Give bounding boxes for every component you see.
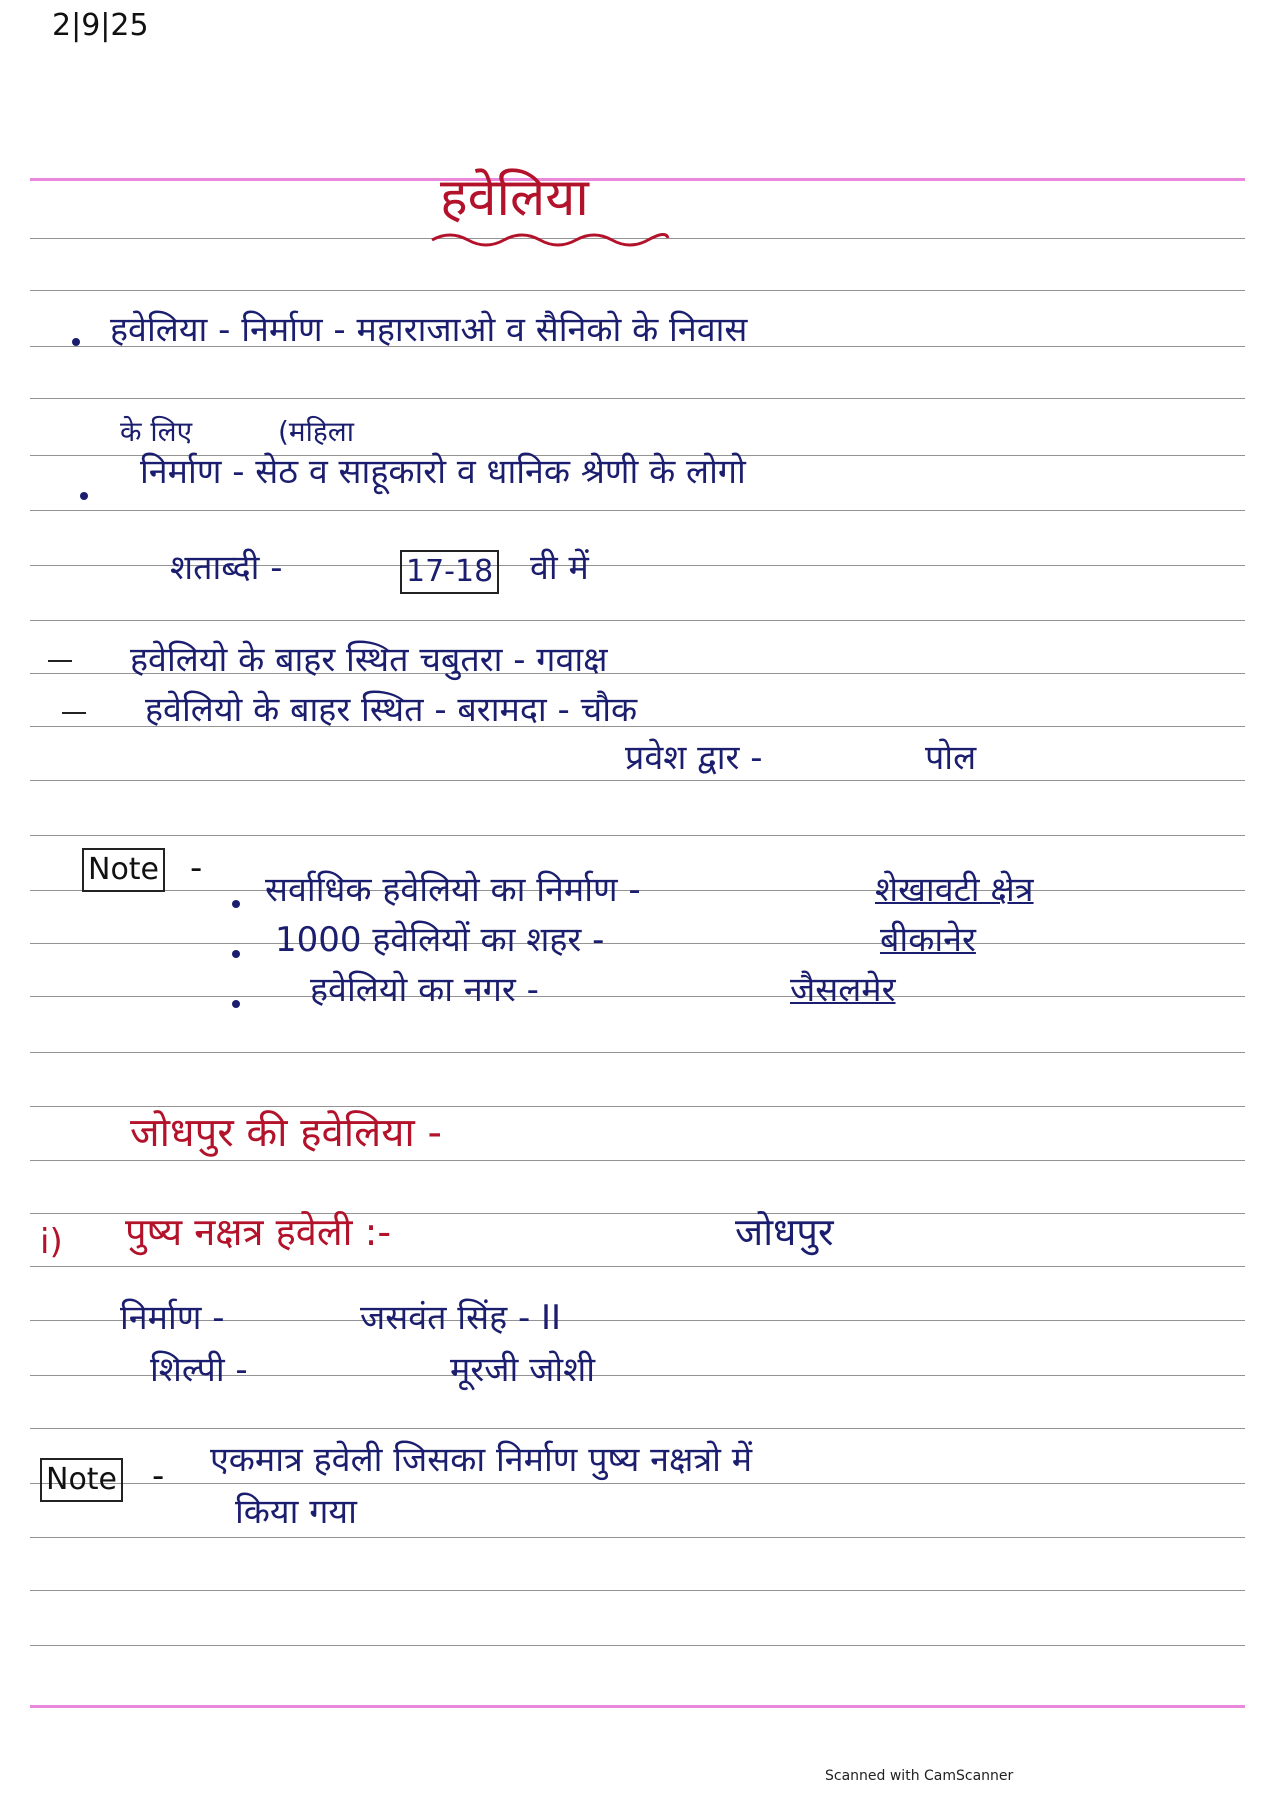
builder-label: निर्माण - bbox=[120, 1298, 225, 1338]
line-pravesh-dwar: प्रवेश द्वार - bbox=[625, 738, 763, 778]
bottom-margin-line bbox=[30, 1705, 1245, 1708]
note-label: Note bbox=[82, 848, 165, 892]
note1-item2-text: 1000 हवेलियों का शहर - bbox=[275, 920, 605, 960]
note1-item3-value: जैसलमेर bbox=[790, 970, 896, 1010]
ruled-line bbox=[30, 996, 1245, 997]
line-shatabdi-label: शताब्दी - bbox=[170, 548, 283, 588]
ruled-line bbox=[30, 620, 1245, 621]
scanner-footer: Scanned with CamScanner bbox=[825, 1768, 1014, 1784]
ruled-line bbox=[30, 1428, 1245, 1429]
ruled-line bbox=[30, 1537, 1245, 1538]
ruled-line bbox=[30, 398, 1245, 399]
note1-item1-text: सर्वाधिक हवेलियो का निर्माण - bbox=[265, 870, 641, 910]
ruled-line bbox=[30, 780, 1245, 781]
pol-value: पोल bbox=[925, 738, 977, 778]
builder-value: जसवंत सिंह - II bbox=[360, 1298, 562, 1338]
date: 2|9|25 bbox=[52, 8, 149, 43]
item-place: जोधपुर bbox=[735, 1210, 834, 1254]
bullet bbox=[232, 950, 240, 958]
line-baramda: हवेलियो के बाहर स्थित - बरामदा - चौक bbox=[145, 690, 638, 730]
ruled-line bbox=[30, 1483, 1245, 1484]
top-margin-line bbox=[30, 178, 1245, 181]
artisan-value: मूरजी जोशी bbox=[450, 1350, 596, 1390]
line-nirman-seth: निर्माण - सेठ व साहूकारो व धानिक श्रेणी के लोगो bbox=[140, 452, 746, 492]
note2-line1: एकमात्र हवेली जिसका निर्माण पुष्य नक्षत्रो में bbox=[210, 1440, 753, 1480]
ruled-line bbox=[30, 510, 1245, 511]
ruled-line bbox=[30, 1052, 1245, 1053]
dash bbox=[62, 712, 86, 714]
artisan-label: शिल्पी - bbox=[150, 1350, 248, 1390]
line-mahila: (महिला bbox=[278, 415, 355, 448]
item-number: i) bbox=[40, 1222, 63, 1262]
bullet bbox=[232, 900, 240, 908]
bullet bbox=[232, 1000, 240, 1008]
item-title: पुष्य नक्षत्र हवेली :- bbox=[125, 1210, 392, 1254]
ruled-line bbox=[30, 1645, 1245, 1646]
line-ke-liye: के लिए bbox=[120, 415, 193, 448]
ruled-line bbox=[30, 1160, 1245, 1161]
title-squiggle bbox=[430, 228, 670, 250]
ruled-line bbox=[30, 943, 1245, 944]
line-shatabdi-suffix: वी में bbox=[530, 548, 589, 588]
ruled-line bbox=[30, 1266, 1245, 1267]
century-value: 17-18 bbox=[400, 550, 499, 594]
page-title: हवेलिया bbox=[440, 168, 589, 228]
bullet bbox=[72, 338, 80, 346]
line-haveliya-nirman: हवेलिया - निर्माण - महाराजाओ व सैनिको के निवास bbox=[110, 310, 748, 350]
note1-item3-text: हवेलियो का नगर - bbox=[310, 970, 539, 1010]
bullet bbox=[80, 492, 88, 500]
line-chabutra: हवेलियो के बाहर स्थित चबुतरा - गवाक्ष bbox=[130, 640, 608, 680]
note2-label: Note bbox=[40, 1458, 123, 1502]
note2-line2: किया गया bbox=[235, 1492, 357, 1532]
note-dash: - bbox=[152, 1456, 165, 1496]
ruled-line bbox=[30, 290, 1245, 291]
note-dash: - bbox=[190, 848, 203, 888]
note1-item1-value: शेखावटी क्षेत्र bbox=[875, 870, 1034, 910]
ruled-line bbox=[30, 1590, 1245, 1591]
ruled-line bbox=[30, 1106, 1245, 1107]
note1-item2-value: बीकानेर bbox=[880, 920, 976, 960]
section-heading-jodhpur: जोधपुर की हवेलिया - bbox=[130, 1110, 442, 1156]
dash bbox=[48, 660, 72, 662]
ruled-line bbox=[30, 835, 1245, 836]
